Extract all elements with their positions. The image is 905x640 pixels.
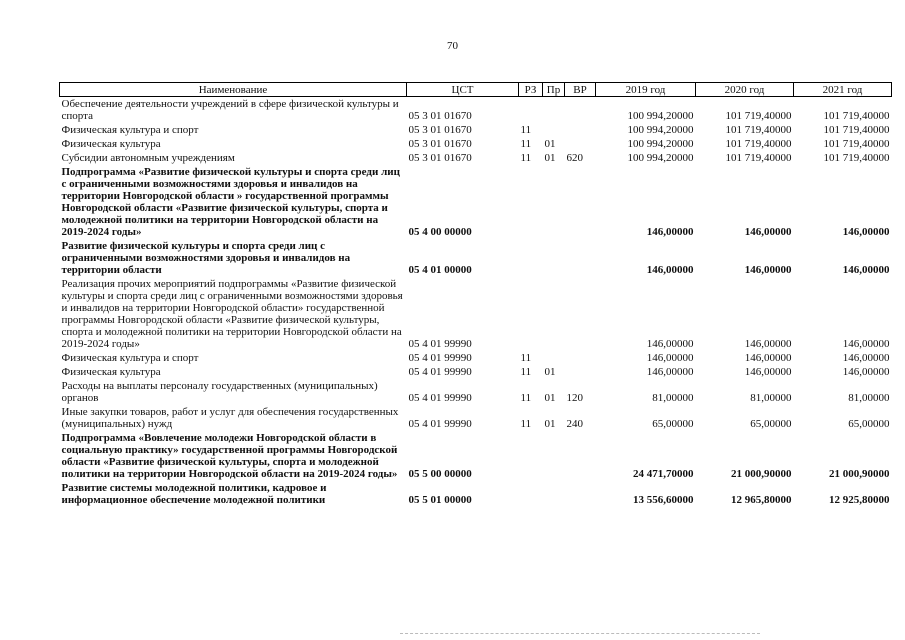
cell-pr: 01 bbox=[544, 152, 556, 164]
cell-name: Субсидии автономным учреждениям bbox=[61, 152, 235, 164]
cell-pr: 01 bbox=[544, 366, 556, 378]
cell-rz bbox=[519, 165, 543, 239]
cell-pr bbox=[543, 123, 565, 137]
cell-pr bbox=[543, 165, 565, 239]
table-row bbox=[60, 277, 892, 351]
cell-amount-2019: 24 471,70000 bbox=[633, 468, 694, 480]
cell-pr: 01 bbox=[544, 392, 556, 404]
cell-name: Физическая культура и спорт bbox=[61, 352, 199, 364]
cell-amount-2021: 81,00000 bbox=[848, 392, 890, 404]
cell-pr bbox=[543, 239, 565, 277]
cell-pr bbox=[543, 97, 565, 124]
cell-pr bbox=[543, 431, 565, 481]
cell-rz bbox=[519, 239, 543, 277]
cell-cst: 05 3 01 01670 bbox=[408, 152, 472, 164]
table-row bbox=[60, 165, 892, 239]
cell-amount-2021: 101 719,40000 bbox=[823, 110, 890, 122]
cell-amount-2020: 81,00000 bbox=[750, 392, 792, 404]
table-row bbox=[60, 137, 892, 151]
header-cst: ЦСТ bbox=[407, 83, 519, 97]
cell-name: Развитие физической культуры и спорта среди лиц с ограниченными возможностями здоровья и инвалидов на территории области bbox=[61, 240, 351, 276]
header-2019: 2019 год bbox=[596, 83, 696, 97]
cell-cst: 05 4 01 99990 bbox=[408, 338, 472, 350]
cell-name: Обеспечение деятельности учреждений в сфере физической культуры и спорта bbox=[61, 98, 399, 122]
header-name: Наименование bbox=[60, 83, 407, 97]
cell-cst: 05 5 00 00000 bbox=[408, 468, 472, 480]
cell-amount-2019: 146,00000 bbox=[646, 264, 694, 276]
cell-cst: 05 3 01 01670 bbox=[408, 110, 472, 122]
cell-amount-2019: 100 994,20000 bbox=[627, 152, 694, 164]
cell-amount-2019: 100 994,20000 bbox=[627, 110, 694, 122]
cell-amount-2020: 146,00000 bbox=[744, 352, 792, 364]
table-row bbox=[60, 481, 892, 507]
cell-amount-2021: 146,00000 bbox=[842, 226, 890, 238]
cell-name: Физическая культура bbox=[61, 138, 161, 150]
cell-vr bbox=[565, 365, 596, 379]
cell-amount-2019: 81,00000 bbox=[652, 392, 694, 404]
cell-amount-2021: 101 719,40000 bbox=[823, 152, 890, 164]
table-row bbox=[60, 239, 892, 277]
cell-vr: 240 bbox=[566, 418, 583, 430]
cell-name: Расходы на выплаты персоналу государственных (муниципальных) органов bbox=[61, 380, 378, 404]
cell-rz: 11 bbox=[520, 138, 532, 150]
cell-vr bbox=[565, 165, 596, 239]
header-vr: ВР bbox=[565, 83, 596, 97]
table-row bbox=[60, 351, 892, 365]
cell-cst: 05 3 01 01670 bbox=[408, 124, 472, 136]
cell-cst: 05 4 01 99990 bbox=[408, 352, 472, 364]
cell-vr bbox=[565, 277, 596, 351]
cell-rz: 11 bbox=[520, 124, 532, 136]
cell-amount-2021: 101 719,40000 bbox=[823, 124, 890, 136]
cell-rz: 11 bbox=[520, 366, 532, 378]
cell-vr: 120 bbox=[566, 392, 583, 404]
budget-table bbox=[59, 82, 892, 507]
cell-amount-2019: 65,00000 bbox=[652, 418, 694, 430]
cell-rz: 11 bbox=[520, 152, 532, 164]
cell-amount-2021: 146,00000 bbox=[842, 338, 890, 350]
cell-vr bbox=[565, 431, 596, 481]
cell-pr bbox=[543, 481, 565, 507]
cell-rz: 11 bbox=[520, 392, 532, 404]
cell-amount-2021: 21 000,90000 bbox=[829, 468, 890, 480]
cell-vr bbox=[565, 97, 596, 124]
cell-rz bbox=[519, 277, 543, 351]
cell-amount-2021: 146,00000 bbox=[842, 264, 890, 276]
header-2020: 2020 год bbox=[696, 83, 794, 97]
cell-cst: 05 3 01 01670 bbox=[408, 138, 472, 150]
cell-cst: 05 4 01 99990 bbox=[408, 366, 472, 378]
scan-artifact bbox=[400, 633, 760, 636]
page-number: 70 bbox=[447, 40, 458, 52]
table-row bbox=[60, 405, 892, 431]
cell-name: Подпрограмма «Развитие физической культуры и спорта среди лиц с ограниченными возможностями здоровья и инвалидов на территории Новгородской области » государственной программы Новгородской области «Развитие физической культуры, спорта и молодежной политики на территории Новгородской области на 2019-2024 годы» bbox=[61, 166, 400, 238]
cell-vr bbox=[565, 351, 596, 365]
cell-rz bbox=[519, 431, 543, 481]
cell-amount-2020: 101 719,40000 bbox=[725, 110, 792, 122]
cell-pr bbox=[543, 277, 565, 351]
cell-cst: 05 4 01 99990 bbox=[408, 392, 472, 404]
cell-amount-2020: 146,00000 bbox=[744, 226, 792, 238]
cell-amount-2020: 21 000,90000 bbox=[731, 468, 792, 480]
cell-amount-2019: 100 994,20000 bbox=[627, 124, 694, 136]
cell-amount-2020: 12 965,80000 bbox=[731, 494, 792, 506]
cell-amount-2019: 13 556,60000 bbox=[633, 494, 694, 506]
cell-vr bbox=[565, 239, 596, 277]
table-row bbox=[60, 151, 892, 165]
cell-vr: 620 bbox=[566, 152, 583, 164]
header-rz: РЗ bbox=[519, 83, 543, 97]
cell-pr: 01 bbox=[544, 138, 556, 150]
cell-vr bbox=[565, 481, 596, 507]
cell-amount-2021: 146,00000 bbox=[842, 366, 890, 378]
header-pr: Пр bbox=[543, 83, 565, 97]
cell-rz: 11 bbox=[520, 418, 532, 430]
cell-name: Физическая культура и спорт bbox=[61, 124, 199, 136]
cell-amount-2021: 101 719,40000 bbox=[823, 138, 890, 150]
table-body bbox=[60, 97, 892, 508]
cell-amount-2019: 146,00000 bbox=[646, 226, 694, 238]
cell-name: Реализация прочих мероприятий подпрограммы «Развитие физической культуры и спорта среди лиц с ограниченными возможностями здоровья и инвалидов на территории Новгородской области» государственной программы Новгородской области «Развитие физической культуры, спорта и молодежной политики на территории Новгородской области на 2019-2024 годы» bbox=[61, 278, 403, 350]
table-row bbox=[60, 123, 892, 137]
cell-pr bbox=[543, 351, 565, 365]
cell-amount-2019: 146,00000 bbox=[646, 366, 694, 378]
cell-amount-2021: 65,00000 bbox=[848, 418, 890, 430]
cell-amount-2020: 101 719,40000 bbox=[725, 152, 792, 164]
cell-amount-2019: 146,00000 bbox=[646, 338, 694, 350]
cell-rz bbox=[519, 481, 543, 507]
cell-amount-2019: 100 994,20000 bbox=[627, 138, 694, 150]
cell-cst: 05 5 01 00000 bbox=[408, 494, 472, 506]
cell-amount-2020: 101 719,40000 bbox=[725, 124, 792, 136]
cell-rz: 11 bbox=[520, 352, 532, 364]
cell-amount-2020: 65,00000 bbox=[750, 418, 792, 430]
header-2021: 2021 год bbox=[794, 83, 892, 97]
table-row bbox=[60, 431, 892, 481]
cell-name: Развитие системы молодежной политики, кадровое и информационное обеспечение молодежной политики bbox=[61, 482, 327, 506]
cell-name: Физическая культура bbox=[61, 366, 161, 378]
table-row bbox=[60, 379, 892, 405]
table-row bbox=[60, 97, 892, 124]
cell-name: Подпрограмма «Вовлечение молодежи Новгородской области в социальную практику» государственной программы Новгородской области «Развитие физической культуры, спорта и молодежной политики на территории Новгородской области на 2019-2024 годы» bbox=[61, 432, 398, 480]
table-header-row bbox=[60, 83, 892, 97]
table-row bbox=[60, 365, 892, 379]
cell-amount-2020: 146,00000 bbox=[744, 338, 792, 350]
cell-amount-2020: 146,00000 bbox=[744, 366, 792, 378]
cell-amount-2021: 146,00000 bbox=[842, 352, 890, 364]
cell-vr bbox=[565, 137, 596, 151]
cell-cst: 05 4 00 00000 bbox=[408, 226, 472, 238]
cell-name: Иные закупки товаров, работ и услуг для обеспечения государственных (муниципальных) нужд bbox=[61, 406, 399, 430]
cell-vr bbox=[565, 123, 596, 137]
cell-amount-2020: 146,00000 bbox=[744, 264, 792, 276]
cell-cst: 05 4 01 99990 bbox=[408, 418, 472, 430]
cell-amount-2020: 101 719,40000 bbox=[725, 138, 792, 150]
cell-rz bbox=[519, 97, 543, 124]
cell-cst: 05 4 01 00000 bbox=[408, 264, 472, 276]
cell-pr: 01 bbox=[544, 418, 556, 430]
cell-amount-2021: 12 925,80000 bbox=[829, 494, 890, 506]
cell-amount-2019: 146,00000 bbox=[646, 352, 694, 364]
